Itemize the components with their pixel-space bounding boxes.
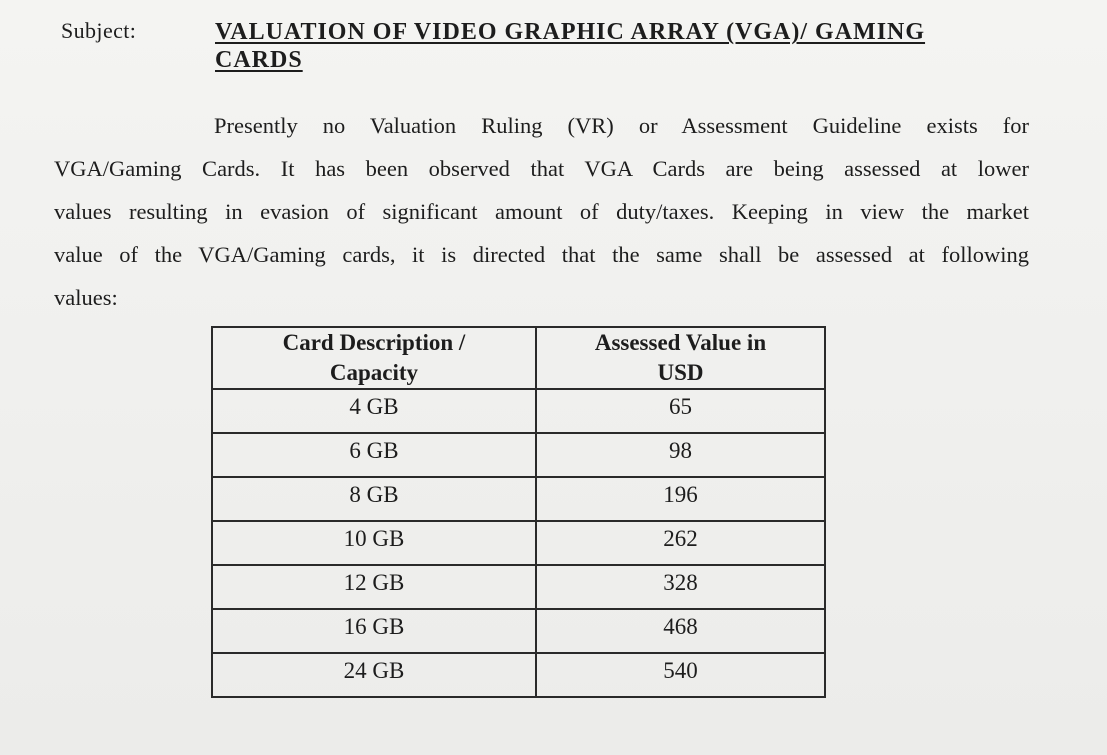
header-assessed-value-line-2: USD [657, 360, 704, 385]
header-assessed-value [536, 327, 825, 389]
body-paragraph [54, 104, 1029, 319]
paragraph-line-1: Presently no Valuation Ruling (VR) or Assessment Guideline exists for [214, 113, 1029, 138]
table-header-row [212, 327, 825, 389]
cell-value: 540 [536, 653, 825, 697]
cell-capacity: 24 GB [212, 653, 536, 697]
subject-title-line-2: CARDS [215, 47, 303, 73]
cell-value: 262 [536, 521, 825, 565]
table-row [212, 565, 825, 609]
subject-title [215, 18, 1025, 74]
cell-capacity: 10 GB [212, 521, 536, 565]
paragraph-line-2: VGA/Gaming Cards. It has been observed that VGA Cards are being assessed at lower [54, 156, 1029, 181]
cell-value: 468 [536, 609, 825, 653]
cell-capacity: 4 GB [212, 389, 536, 433]
table-row [212, 389, 825, 433]
table-row [212, 433, 825, 477]
cell-capacity: 6 GB [212, 433, 536, 477]
table-row [212, 609, 825, 653]
cell-capacity: 8 GB [212, 477, 536, 521]
paragraph-line-3: values resulting in evasion of significant amount of duty/taxes. Keeping in view the market [54, 199, 1029, 224]
header-assessed-value-line-1: Assessed Value in [594, 330, 767, 355]
subject-title-line-1: VALUATION OF VIDEO GRAPHIC ARRAY (VGA)/ GAMING [215, 19, 926, 45]
table-row [212, 477, 825, 521]
header-card-description [212, 327, 536, 389]
cell-value: 328 [536, 565, 825, 609]
header-card-description-line-2: Capacity [329, 360, 419, 385]
table-row [212, 653, 825, 697]
valuation-table [211, 326, 826, 698]
cell-value: 196 [536, 477, 825, 521]
paragraph-line-5: values: [54, 285, 118, 310]
header-card-description-line-1: Card Description / [282, 330, 466, 355]
paragraph-line-4: value of the VGA/Gaming cards, it is directed that the same shall be assessed at following [54, 242, 1029, 267]
cell-value: 65 [536, 389, 825, 433]
subject-label: Subject: [61, 18, 137, 43]
table-row [212, 521, 825, 565]
cell-value: 98 [536, 433, 825, 477]
cell-capacity: 12 GB [212, 565, 536, 609]
cell-capacity: 16 GB [212, 609, 536, 653]
